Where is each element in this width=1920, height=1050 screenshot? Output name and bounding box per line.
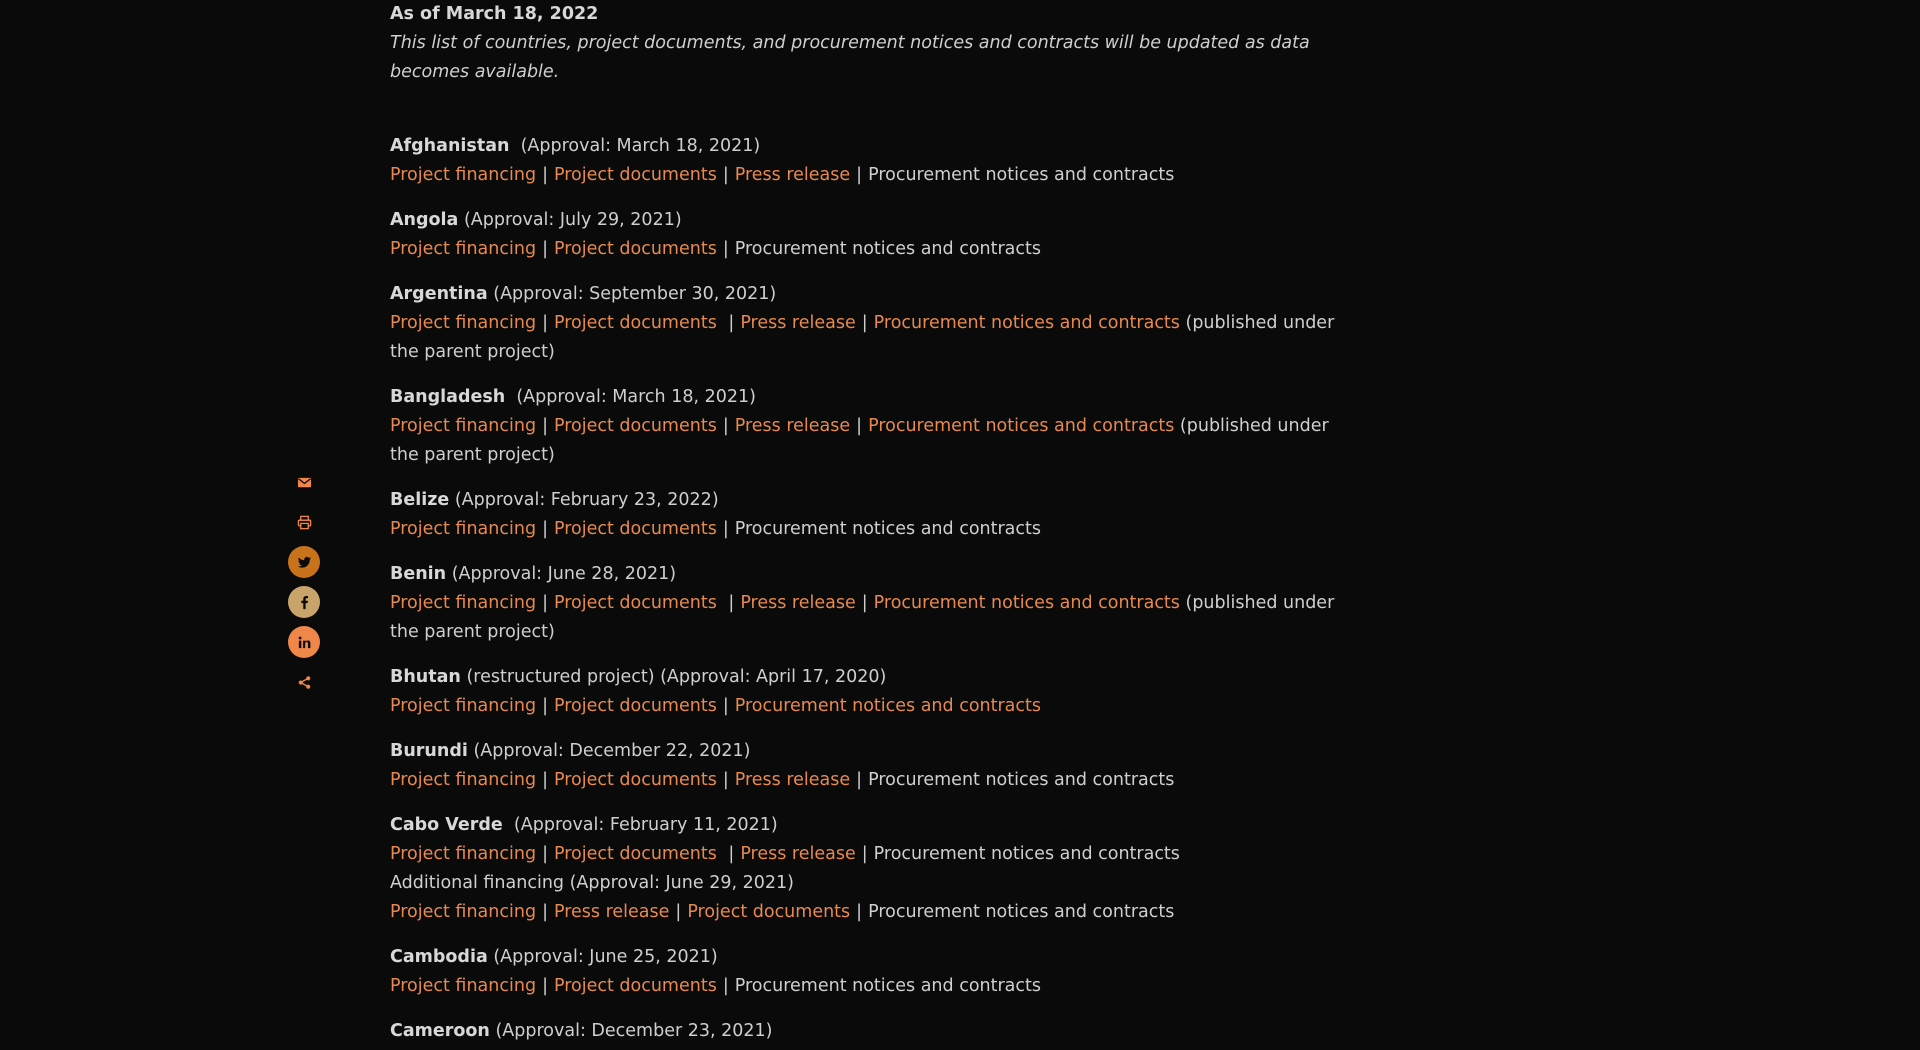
country-entry-benin — [390, 560, 1340, 647]
separator: | — [722, 770, 729, 790]
project-documents-link[interactable]: Project documents — [553, 416, 717, 436]
separator: | — [856, 770, 863, 790]
separator: | — [675, 902, 682, 922]
procurement-text: Procurement notices and contracts — [868, 165, 1175, 185]
separator: | — [722, 976, 729, 996]
facebook-share-button[interactable] — [288, 586, 320, 618]
approval-date: (Approval: December 23, 2021) — [495, 1021, 773, 1041]
country-name: Benin — [390, 564, 447, 584]
project-financing-link[interactable]: Project financing — [390, 165, 537, 185]
separator: | — [542, 165, 548, 185]
approval-date: (Approval: June 28, 2021) — [451, 564, 677, 584]
linkedin-icon — [297, 635, 312, 650]
separator: | — [722, 239, 729, 259]
country-name: Angola — [390, 210, 459, 230]
approval-date: (Approval: June 25, 2021) — [493, 947, 718, 967]
country-entry-cabo-verde — [390, 811, 1340, 927]
approval-date: (Approval: December 22, 2021) — [473, 741, 751, 761]
separator: | — [722, 519, 729, 539]
country-name: Bhutan — [390, 667, 461, 687]
update-note: This list of countries, project documents, and procurement notices and contracts will be updated as data becomes available. — [390, 33, 1310, 82]
separator: | — [856, 165, 863, 185]
country-entry-afghanistan — [390, 132, 1340, 190]
country-entry-bhutan — [390, 663, 1340, 721]
print-button[interactable] — [288, 506, 320, 538]
country-name: Afghanistan — [390, 136, 510, 156]
project-financing-link[interactable]: Project financing — [390, 519, 537, 539]
separator: | — [728, 593, 735, 613]
project-documents-link[interactable]: Project documents — [553, 313, 717, 333]
country-list — [390, 0, 1340, 1050]
procurement-text: Procurement notices and contracts — [734, 239, 1041, 259]
country-entry-belize — [390, 486, 1340, 544]
separator: | — [542, 519, 548, 539]
project-financing-link[interactable]: Project financing — [390, 239, 537, 259]
country-entry-angola — [390, 206, 1340, 264]
project-documents-link[interactable]: Project documents — [553, 519, 717, 539]
press-release-link[interactable]: Press release — [734, 770, 851, 790]
separator: | — [542, 976, 548, 996]
more-share-button[interactable] — [288, 666, 320, 698]
procurement-link[interactable]: Procurement notices and contracts — [873, 313, 1180, 333]
country-entry-burundi — [390, 737, 1340, 795]
twitter-share-button[interactable] — [288, 546, 320, 578]
procurement-text: Procurement notices and contracts — [873, 844, 1180, 864]
parent-project-note: (published under the parent project) — [390, 593, 1335, 642]
procurement-link[interactable]: Procurement notices and contracts — [868, 416, 1175, 436]
twitter-icon — [297, 555, 312, 570]
envelope-icon — [297, 475, 312, 490]
project-documents-link[interactable]: Project documents — [553, 844, 717, 864]
procurement-link[interactable]: Procurement notices and contracts — [734, 696, 1041, 716]
approval-date: (restructured project) (Approval: April 17, 2020) — [466, 667, 887, 687]
additional-financing-approval: Additional financing (Approval: June 29, 2021) — [390, 873, 794, 893]
separator: | — [722, 416, 729, 436]
project-documents-link[interactable]: Project documents — [553, 165, 717, 185]
separator: | — [856, 416, 863, 436]
procurement-text: Procurement notices and contracts — [868, 770, 1175, 790]
project-financing-link[interactable]: Project financing — [390, 770, 537, 790]
project-documents-link[interactable]: Project documents — [553, 976, 717, 996]
press-release-link[interactable]: Press release — [740, 593, 856, 613]
project-financing-link[interactable]: Project financing — [390, 313, 537, 333]
as-of-date: As of March 18, 2022 — [390, 4, 599, 24]
approval-date: (Approval: July 29, 2021) — [463, 210, 682, 230]
approval-date: (Approval: February 11, 2021) — [513, 815, 778, 835]
separator: | — [856, 902, 863, 922]
email-share-button[interactable] — [288, 466, 320, 498]
project-documents-link[interactable]: Project documents — [687, 902, 851, 922]
separator: | — [861, 593, 868, 613]
country-name: Argentina — [390, 284, 488, 304]
country-name: Cambodia — [390, 947, 488, 967]
separator: | — [728, 844, 735, 864]
country-entry-bangladesh — [390, 383, 1340, 470]
country-name: Cabo Verde — [390, 815, 503, 835]
project-documents-link[interactable]: Project documents — [553, 239, 717, 259]
separator: | — [542, 416, 548, 436]
separator: | — [861, 844, 868, 864]
approval-date: (Approval: September 30, 2021) — [493, 284, 777, 304]
procurement-text: Procurement notices and contracts — [868, 902, 1175, 922]
separator: | — [722, 696, 729, 716]
project-documents-link[interactable]: Project documents — [553, 696, 717, 716]
project-financing-link[interactable]: Project financing — [390, 593, 537, 613]
printer-icon — [297, 515, 312, 530]
separator: | — [542, 844, 548, 864]
separator: | — [861, 313, 868, 333]
approval-date: (Approval: March 18, 2021) — [516, 387, 756, 407]
separator: | — [542, 770, 548, 790]
country-name: Burundi — [390, 741, 468, 761]
procurement-link[interactable]: Procurement notices and contracts — [873, 593, 1180, 613]
project-documents-link[interactable]: Project documents — [553, 770, 717, 790]
country-entry-cameroon — [390, 1017, 1340, 1046]
press-release-link[interactable]: Press release — [740, 313, 856, 333]
press-release-link[interactable]: Press release — [740, 844, 856, 864]
country-name: Cameroon — [390, 1021, 490, 1041]
project-financing-link[interactable]: Project financing — [390, 976, 537, 996]
project-financing-link[interactable]: Project financing — [390, 902, 537, 922]
procurement-text: Procurement notices and contracts — [734, 519, 1041, 539]
country-entry-argentina — [390, 280, 1340, 367]
press-release-link[interactable]: Press release — [553, 902, 670, 922]
project-financing-link[interactable]: Project financing — [390, 844, 537, 864]
country-entry-cambodia — [390, 943, 1340, 1001]
procurement-text: Procurement notices and contracts — [734, 976, 1041, 996]
parent-project-note: (published under the parent project) — [390, 313, 1335, 362]
project-financing-link[interactable]: Project financing — [390, 416, 537, 436]
separator: | — [728, 313, 735, 333]
separator: | — [542, 593, 548, 613]
separator: | — [542, 239, 548, 259]
approval-date: (Approval: February 23, 2022) — [454, 490, 719, 510]
press-release-link[interactable]: Press release — [734, 165, 851, 185]
press-release-link[interactable]: Press release — [734, 416, 851, 436]
separator: | — [542, 902, 548, 922]
approval-date: (Approval: March 18, 2021) — [520, 136, 761, 156]
country-name: Belize — [390, 490, 450, 510]
separator: | — [542, 696, 548, 716]
facebook-icon — [297, 595, 312, 610]
share-icon — [297, 675, 312, 690]
separator: | — [542, 313, 548, 333]
parent-project-note: (published under the parent project) — [390, 416, 1329, 465]
project-financing-link[interactable]: Project financing — [390, 696, 537, 716]
separator: | — [722, 165, 729, 185]
project-documents-link[interactable]: Project documents — [553, 593, 717, 613]
country-name: Bangladesh — [390, 387, 506, 407]
share-rail — [288, 466, 320, 706]
linkedin-share-button[interactable] — [288, 626, 320, 658]
